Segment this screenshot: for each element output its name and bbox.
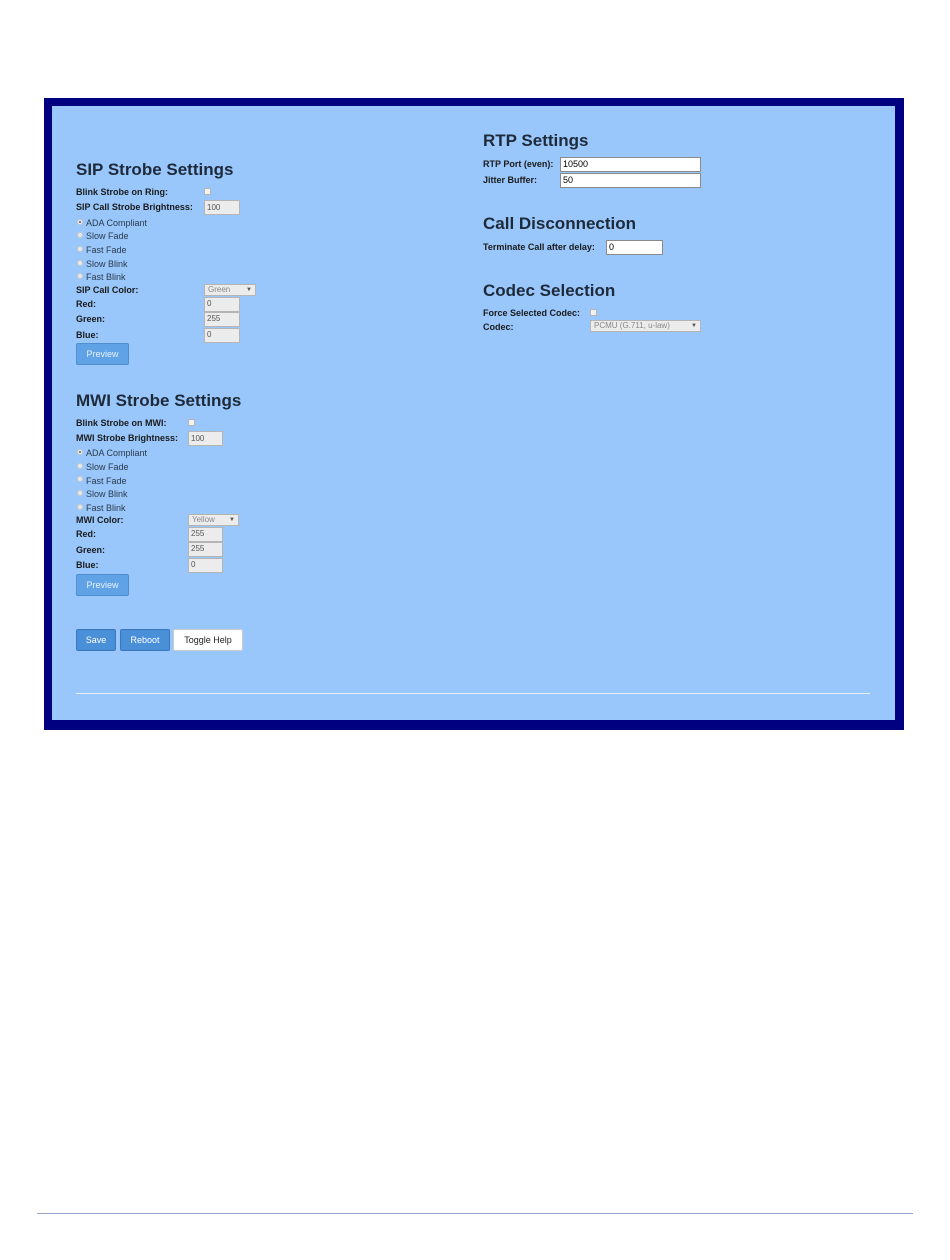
sip-mode-label-slow-fade: Slow Fade xyxy=(86,231,129,241)
save-button[interactable]: Save xyxy=(76,629,116,651)
force-codec-checkbox[interactable] xyxy=(590,309,597,316)
mwi-blue-label: Blue: xyxy=(76,560,99,570)
call-disconnection-title: Call Disconnection xyxy=(483,214,637,233)
sip-blink-checkbox[interactable] xyxy=(204,188,211,195)
sip-mode-radio-ada[interactable] xyxy=(77,219,83,225)
sip-mode-radio-fast-fade[interactable] xyxy=(77,246,83,252)
mwi-green-label: Green: xyxy=(76,545,106,555)
mwi-color-value: Yellow xyxy=(192,515,215,524)
mwi-mode-label-fast-blink: Fast Blink xyxy=(86,503,126,513)
sip-color-select[interactable] xyxy=(204,284,256,296)
sip-red-input[interactable]: 0 xyxy=(204,297,240,312)
jitter-buffer-input[interactable]: 50 xyxy=(560,173,701,188)
sip-brightness-input[interactable]: 100 xyxy=(204,200,240,215)
sip-brightness-label: SIP Call Strobe Brightness: xyxy=(76,202,193,212)
toggle-help-button[interactable]: Toggle Help xyxy=(173,629,243,651)
sip-mode-radio-fast-blink[interactable] xyxy=(77,273,83,279)
rtp-port-input[interactable]: 10500 xyxy=(560,157,701,172)
sip-red-label: Red: xyxy=(76,299,96,309)
sip-mode-radio-slow-fade[interactable] xyxy=(77,232,83,238)
sip-green-label: Green: xyxy=(76,314,106,324)
mwi-red-label: Red: xyxy=(76,529,96,539)
sip-mode-radio-slow-blink[interactable] xyxy=(77,260,83,266)
sip-mode-label-slow-blink: Slow Blink xyxy=(86,259,128,269)
rtp-port-label: RTP Port (even): xyxy=(483,159,554,169)
mwi-mode-label-fast-fade: Fast Fade xyxy=(86,476,127,486)
mwi-brightness-input[interactable]: 100 xyxy=(188,431,223,446)
sip-blue-label: Blue: xyxy=(76,330,99,340)
mwi-mode-label-slow-fade: Slow Fade xyxy=(86,462,129,472)
mwi-mode-label-ada: ADA Compliant xyxy=(86,448,148,458)
force-codec-label: Force Selected Codec: xyxy=(483,308,581,318)
codec-selection-title: Codec Selection xyxy=(483,281,616,300)
mwi-mode-radio-slow-blink[interactable] xyxy=(77,490,83,496)
mwi-strobe-title: MWI Strobe Settings xyxy=(76,391,242,410)
mwi-mode-radio-slow-fade[interactable] xyxy=(77,463,83,469)
mwi-brightness-label: MWI Strobe Brightness: xyxy=(76,433,179,443)
sip-blue-input[interactable]: 0 xyxy=(204,328,240,343)
sip-strobe-title: SIP Strobe Settings xyxy=(76,160,234,179)
settings-panel xyxy=(52,106,895,720)
mwi-mode-radio-fast-blink[interactable] xyxy=(77,504,83,510)
mwi-blue-input[interactable]: 0 xyxy=(188,558,223,573)
chevron-down-icon: ▼ xyxy=(229,517,235,523)
rtp-settings-title: RTP Settings xyxy=(483,131,589,150)
mwi-preview-button[interactable]: Preview xyxy=(76,574,129,596)
mwi-mode-label-slow-blink: Slow Blink xyxy=(86,489,128,499)
chevron-down-icon: ▼ xyxy=(691,323,697,329)
terminate-call-label: Terminate Call after delay: xyxy=(483,242,595,252)
page-footer-line xyxy=(37,1213,913,1214)
sip-color-label: SIP Call Color: xyxy=(76,285,139,295)
mwi-color-select[interactable] xyxy=(188,514,239,526)
sip-mode-label-fast-fade: Fast Fade xyxy=(86,245,127,255)
mwi-blink-checkbox[interactable] xyxy=(188,419,195,426)
panel-divider xyxy=(76,693,870,694)
mwi-mode-radio-ada[interactable] xyxy=(77,449,83,455)
mwi-red-input[interactable]: 255 xyxy=(188,527,223,542)
mwi-color-label: MWI Color: xyxy=(76,515,124,525)
reboot-button[interactable]: Reboot xyxy=(120,629,170,651)
sip-green-input[interactable]: 255 xyxy=(204,312,240,327)
codec-select[interactable] xyxy=(590,320,701,332)
terminate-call-input[interactable]: 0 xyxy=(606,240,663,255)
jitter-buffer-label: Jitter Buffer: xyxy=(483,175,538,185)
mwi-mode-radio-fast-fade[interactable] xyxy=(77,476,83,482)
sip-blink-label: Blink Strobe on Ring: xyxy=(76,187,168,197)
sip-color-value: Green xyxy=(208,285,231,294)
sip-preview-button[interactable]: Preview xyxy=(76,343,129,365)
sip-mode-label-ada: ADA Compliant xyxy=(86,218,148,228)
mwi-blink-label: Blink Strobe on MWI: xyxy=(76,418,167,428)
chevron-down-icon: ▼ xyxy=(246,287,252,293)
sip-mode-label-fast-blink: Fast Blink xyxy=(86,272,126,282)
codec-label: Codec: xyxy=(483,322,514,332)
mwi-green-input[interactable]: 255 xyxy=(188,542,223,557)
codec-value: PCMU (G.711, u-law) xyxy=(594,321,670,330)
